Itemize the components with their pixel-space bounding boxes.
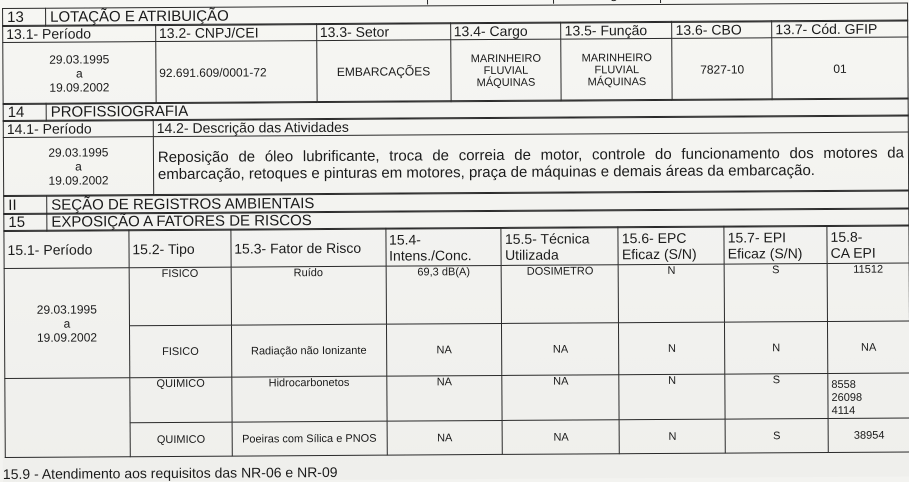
profissiografia-table — [3, 114, 909, 196]
col-header: 13.7- Cód. GFIP — [772, 20, 908, 38]
periodo-cell-empty — [5, 378, 130, 458]
intens-cell: NA — [387, 420, 503, 455]
fator-cell: Poeiras com Sílica e PNOS — [232, 421, 387, 456]
lotacao-table — [2, 19, 908, 105]
col-header: 15.4- Intens./Conc. — [385, 227, 501, 266]
cbo-value: 7827-10 — [672, 38, 772, 101]
col-header: 15.6- EPC Eficaz (S/N) — [618, 226, 724, 265]
fator-cell: Hidrocarbonetos — [232, 376, 387, 422]
ca-cell: 8558 26098 4114 — [828, 373, 909, 418]
section-title: SEÇÃO DE REGISTROS AMBIENTAIS — [47, 191, 909, 214]
col-header: 15.7- EPI Eficaz (S/N) — [724, 225, 827, 264]
section-number: II — [4, 196, 47, 214]
ca-cell: 38954 — [828, 418, 909, 453]
fator-cell: Ruído — [231, 266, 386, 325]
section-title: EXPOSIÇÃO A FATORES DE RISCOS — [47, 208, 909, 231]
tecnica-cell: DOSIMETRO — [502, 265, 619, 324]
tecnica-cell: NA — [502, 375, 619, 421]
tipo-cell: FISICO — [129, 325, 231, 378]
epc-cell: N — [618, 264, 724, 323]
funcao-cell: MARINHEIRO FLUVIAL MÁQUINAS — [561, 38, 672, 101]
top-fragment-text — [610, 0, 644, 1]
atividades-description: Reposição de óleo lubrificante, troca de correia de motor, controle do funcionamento dos motores da embarcação, retoques e pinturas em motores, praça de máquinas e demais áreas da embarcação. — [153, 132, 908, 195]
col-header: 13.6- CBO — [672, 21, 772, 39]
epc-cell: N — [619, 374, 725, 420]
cargo-cell: MARINHEIRO FLUVIAL MÁQUINAS — [450, 39, 561, 102]
col-header: 14.1- Período — [3, 120, 153, 138]
intens-cell: NA — [386, 323, 502, 376]
col-header: 13.4- Cargo — [450, 22, 561, 40]
periodo-cell: 29.03.1995 a 19.09.2002 — [3, 42, 156, 105]
col-header: 15.5- Técnica Utilizada — [501, 227, 618, 266]
ca-cell: 11512 — [827, 263, 909, 321]
epc-cell: N — [619, 322, 725, 375]
table-row — [4, 263, 909, 327]
col-header: 13.2- CNPJ/CEI — [155, 24, 316, 42]
section-number: 15 — [4, 213, 47, 231]
fatores-risco-table — [3, 224, 909, 458]
periodo-cell: 29.03.1995 a 19.09.2002 — [4, 268, 130, 379]
col-header: 13.5- Função — [561, 21, 672, 39]
fator-cell: Radiação não Ionizante — [231, 324, 386, 377]
ca-cell: NA — [828, 321, 909, 373]
col-header: 13.1- Período — [3, 25, 156, 43]
cat-number-label — [672, 0, 808, 1]
col-header: 13.3- Setor — [316, 23, 450, 41]
section-title: PROFISSIOGRAFIA — [46, 98, 908, 121]
intens-cell: NA — [386, 375, 502, 421]
requisitos-nr-line: 15.9 - Atendimento aos requisitos das NR-06 e NR-09 — [2, 463, 338, 482]
tipo-cell: QUIMICO — [130, 377, 232, 423]
col-header: 15.8- CA EPI — [827, 225, 909, 263]
table-row — [5, 373, 909, 424]
epi-cell: S — [725, 418, 828, 453]
tecnica-cell: NA — [503, 420, 620, 455]
epc-cell: N — [619, 419, 725, 454]
intens-cell: 69,3 dB(A) — [386, 265, 502, 324]
gfip-value: 01 — [772, 37, 908, 100]
tipo-cell: QUIMICO — [130, 422, 232, 457]
epi-cell: S — [724, 263, 827, 322]
section-number: 14 — [3, 103, 46, 121]
epi-cell: N — [725, 321, 828, 374]
col-header: 15.2- Tipo — [129, 229, 231, 268]
col-header: 15.1- Período — [4, 230, 129, 269]
cnpj-value: 92.691.609/0001-72 — [156, 41, 317, 104]
tipo-cell: FISICO — [129, 267, 231, 326]
section-number: 13 — [3, 8, 46, 26]
col-header: 14.2- Descrição das Atividades — [153, 115, 908, 137]
epi-cell: S — [725, 373, 828, 419]
table-row — [5, 418, 909, 458]
col-header: 15.3- Fator de Risco — [231, 228, 386, 267]
setor-value: EMBARCAÇÕES — [316, 40, 450, 103]
periodo-cell: 29.03.1995 a 19.09.2002 — [3, 137, 153, 196]
section-title: LOTAÇÃO E ATRIBUIÇÃO — [46, 3, 908, 26]
tecnica-cell: NA — [502, 323, 619, 376]
table-row — [4, 321, 909, 379]
